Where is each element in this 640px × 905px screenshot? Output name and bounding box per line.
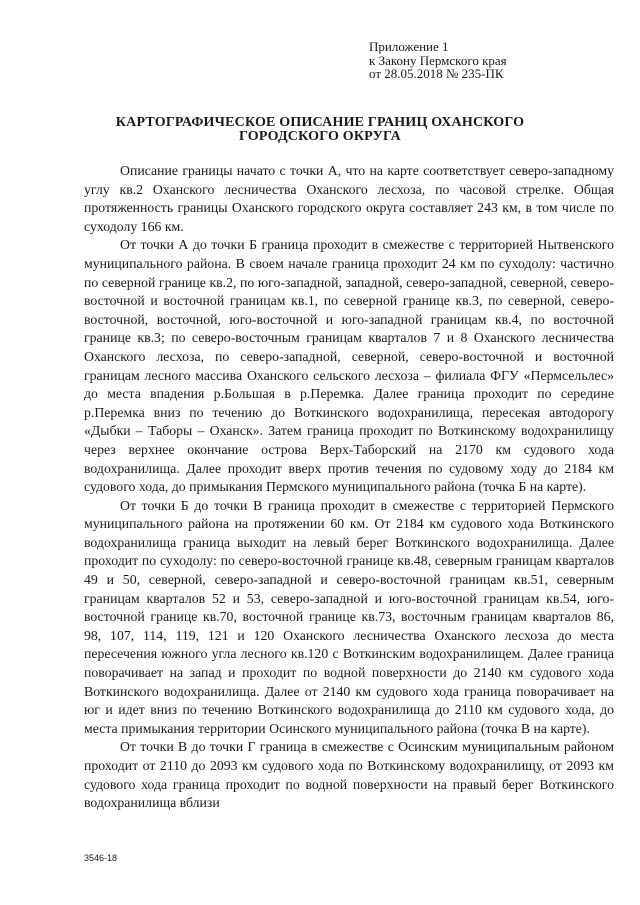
paragraph-2: От точки А до точки Б граница проходит в смежестве с территорией Нытвенского муниципального района. В своем начале граница проходит 24 км по суходолу: частично по северной границе кв.2, по юго-западной, западной, северо-западной, северной, северо-восточной и восточной границам кв.1, по северной границе кв.3, по северной, северо-восточной, восточной, юго-восточной и юго-западной границам кв.4, по восточной границе кв.3; по северо-восточным границам кварталов 7 и 8 Оханского лесничества Оханского лесхоза, по северо-западной, северной, северо-восточной и восточной границам лесного массива Оханского сельского лесхоза – филиала ФГУ «Пермсельлес» до места впадения р.Большая в р.Перемка. Далее граница проходит по середине р.Перемка вниз по течению до Воткинского водохранилища, пересекая автодорогу «Дыбки – Таборы – Оханск». Затем граница проходит по Воткинскому водохранилищу через верхнее окончание острова Верх-Таборский на 2170 км судового хода водохранилища. Далее проходит вверх против течения по судовому ходу до 2184 км судового хода, до примыкания Пермского муниципального района (точка Б на карте).	[84, 237, 614, 495]
paragraph-1: Описание границы начато с точки А, что на карте соответствует северо-западному углу кв.2 Оханского лесничества Оханского лесхоза, по часовой стрелке. Общая протяженность границы Оханского городского округа составляет 243 км, в том числе по суходолу 166 км.	[84, 163, 614, 234]
paragraph-4: От точки В до точки Г граница в смежестве с Осинским муниципальным районом проходит от 2110 до 2093 км судового хода по Воткинскому водохранилищу, от 2093 км судового хода граница проходит по водной поверхности на правый берег Воткинского водохранилища вблизи	[84, 739, 614, 811]
paragraph-3: От точки Б до точки В граница проходит в смежестве с территорией Пермского муниципального района на протяжении 60 км. От 2184 км судового хода Воткинского водохранилища граница выходит на левый берег Воткинского водохранилища. Далее проходит по суходолу: по северо-восточной границе кв.48, северным границам кварталов 49 и 50, северной, северо-западной и северо-восточной границам кв.51, северным границам кварталов 52 и 53, северо-западной и юго-восточной границам кв.54, юго-восточной границе кв.70, восточной границе кв.73, восточным границам кварталов 86, 98, 107, 114, 119, 121 и 120 Оханского лесничества Оханского лесхоза до места пересечения южного угла лесного кв.120 с Воткинским водохранилищем. Далее граница поворачивает на запад и проходит по водной поверхности до 2140 км судового хода Воткинского водохранилища. Далее от 2140 км судового хода граница поворачивает на юг и идет вниз по течению Воткинского водохранилища до 2110 км судового хода, до места примыкания территории Осинского муниципального района (точка В на карте).	[84, 497, 614, 736]
document-body	[84, 162, 614, 813]
title-line-1: КАРТОГРАФИЧЕСКОЕ ОПИСАНИЕ ГРАНИЦ ОХАНСКОГО	[115, 115, 525, 130]
document-code: 3546-18	[84, 853, 118, 863]
appendix-line-3: от 28.05.2018 № 235-ПК	[369, 66, 504, 81]
document-title	[0, 116, 640, 144]
appendix-line-1: Приложение 1	[369, 39, 449, 54]
appendix-header	[369, 40, 507, 81]
title-line-2: ГОРОДСКОГО ОКРУГА	[239, 129, 401, 144]
appendix-line-2: к Закону Пермского края	[369, 52, 507, 68]
